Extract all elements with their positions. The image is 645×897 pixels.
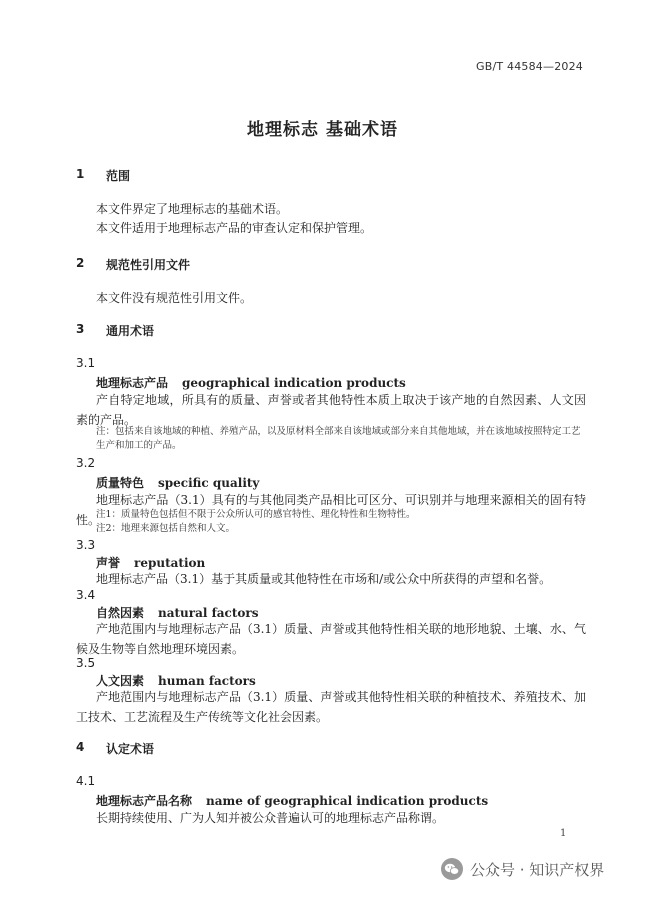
term-3-3-en: reputation [134, 556, 206, 570]
section-1-number: 1 [76, 167, 85, 181]
term-4-1-number: 4.1 [76, 774, 96, 788]
section-3-number: 3 [76, 322, 85, 336]
term-3-2-zh: 质量特色 [96, 476, 145, 490]
section-1-paragraph-1: 本文件界定了地理标志的基础术语。 [96, 202, 289, 216]
wechat-icon [440, 857, 464, 881]
watermark-text: 公众号 · 知识产权界 [470, 860, 605, 879]
section-4-title: 认定术语 [106, 742, 155, 756]
term-3-1-definition: 产自特定地域，所具有的质量、声誉或者其他特性本质上取决于该产地的自然因素、人文因素的产品。 [76, 393, 586, 427]
section-2-paragraph-1: 本文件没有规范性引用文件。 [96, 291, 253, 305]
term-3-4-en: natural factors [158, 606, 259, 620]
term-3-2-definition: 地理标志产品（3.1）具有的与其他同类产品相比可区分、可识别并与地理来源相关的固有特性。 [76, 493, 586, 527]
section-2-title: 规范性引用文件 [106, 258, 191, 272]
term-4-1-heading [96, 792, 488, 809]
term-3-4-definition: 产地范围内与地理标志产品（3.1）质量、声誉或其他特性相关联的地形地貌、土壤、水、气候及生物等自然地理环境因素。 [76, 622, 586, 656]
section-1-paragraph-2: 本文件适用于地理标志产品的审查认定和保护管理。 [96, 221, 373, 235]
section-2-number: 2 [76, 256, 85, 270]
term-4-1-en: name of geographical indication products [206, 794, 489, 808]
term-3-1-number: 3.1 [76, 356, 96, 370]
term-3-1-en: geographical indication products [182, 376, 406, 390]
standard-number: GB/T 44584—2024 [476, 60, 583, 73]
term-3-2-note-1: 注1：质量特色包括但不限于公众所认可的感官特性、理化特性和生物特性。 [96, 509, 416, 520]
term-3-2-en: specific quality [158, 476, 260, 490]
term-3-3-number: 3.3 [76, 538, 96, 552]
term-3-1-note: 注：包括来自该地域的种植、养殖产品，以及原材料全部来自该地域或部分来自其他地域，并在该地域按照特定工艺生产和加工的产品。 [96, 426, 581, 451]
term-3-5-definition: 产地范围内与地理标志产品（3.1）质量、声誉或其他特性相关联的种植技术、养殖技术、加工技术、工艺流程及生产传统等文化社会因素。 [76, 690, 586, 724]
section-4-number: 4 [76, 740, 85, 754]
term-3-5-zh: 人文因素 [96, 674, 145, 688]
term-3-5-en: human factors [158, 674, 256, 688]
term-4-1-definition: 长期持续使用、广为人知并被公众普遍认可的地理标志产品称谓。 [96, 811, 445, 825]
term-3-3-definition: 地理标志产品（3.1）基于其质量或其他特性在市场和/或公众中所获得的声望和名誉。 [96, 572, 552, 586]
section-3-title: 通用术语 [106, 324, 155, 338]
term-3-5-number: 3.5 [76, 656, 96, 670]
term-3-2-number: 3.2 [76, 456, 96, 470]
watermark [440, 857, 604, 881]
term-3-1-heading [96, 374, 406, 391]
term-3-4-zh: 自然因素 [96, 606, 145, 620]
page-number: 1 [560, 828, 567, 839]
term-3-4-number: 3.4 [76, 588, 96, 602]
term-3-2-note-2: 注2：地理来源包括自然和人文。 [96, 523, 236, 534]
term-3-1-zh: 地理标志产品 [96, 376, 169, 390]
page-title: 地理标志 基础术语 [247, 120, 398, 140]
term-3-3-zh: 声誉 [96, 556, 121, 570]
term-3-2-heading [96, 474, 259, 491]
section-1-title: 范围 [106, 169, 131, 183]
term-4-1-zh: 地理标志产品名称 [96, 794, 193, 808]
